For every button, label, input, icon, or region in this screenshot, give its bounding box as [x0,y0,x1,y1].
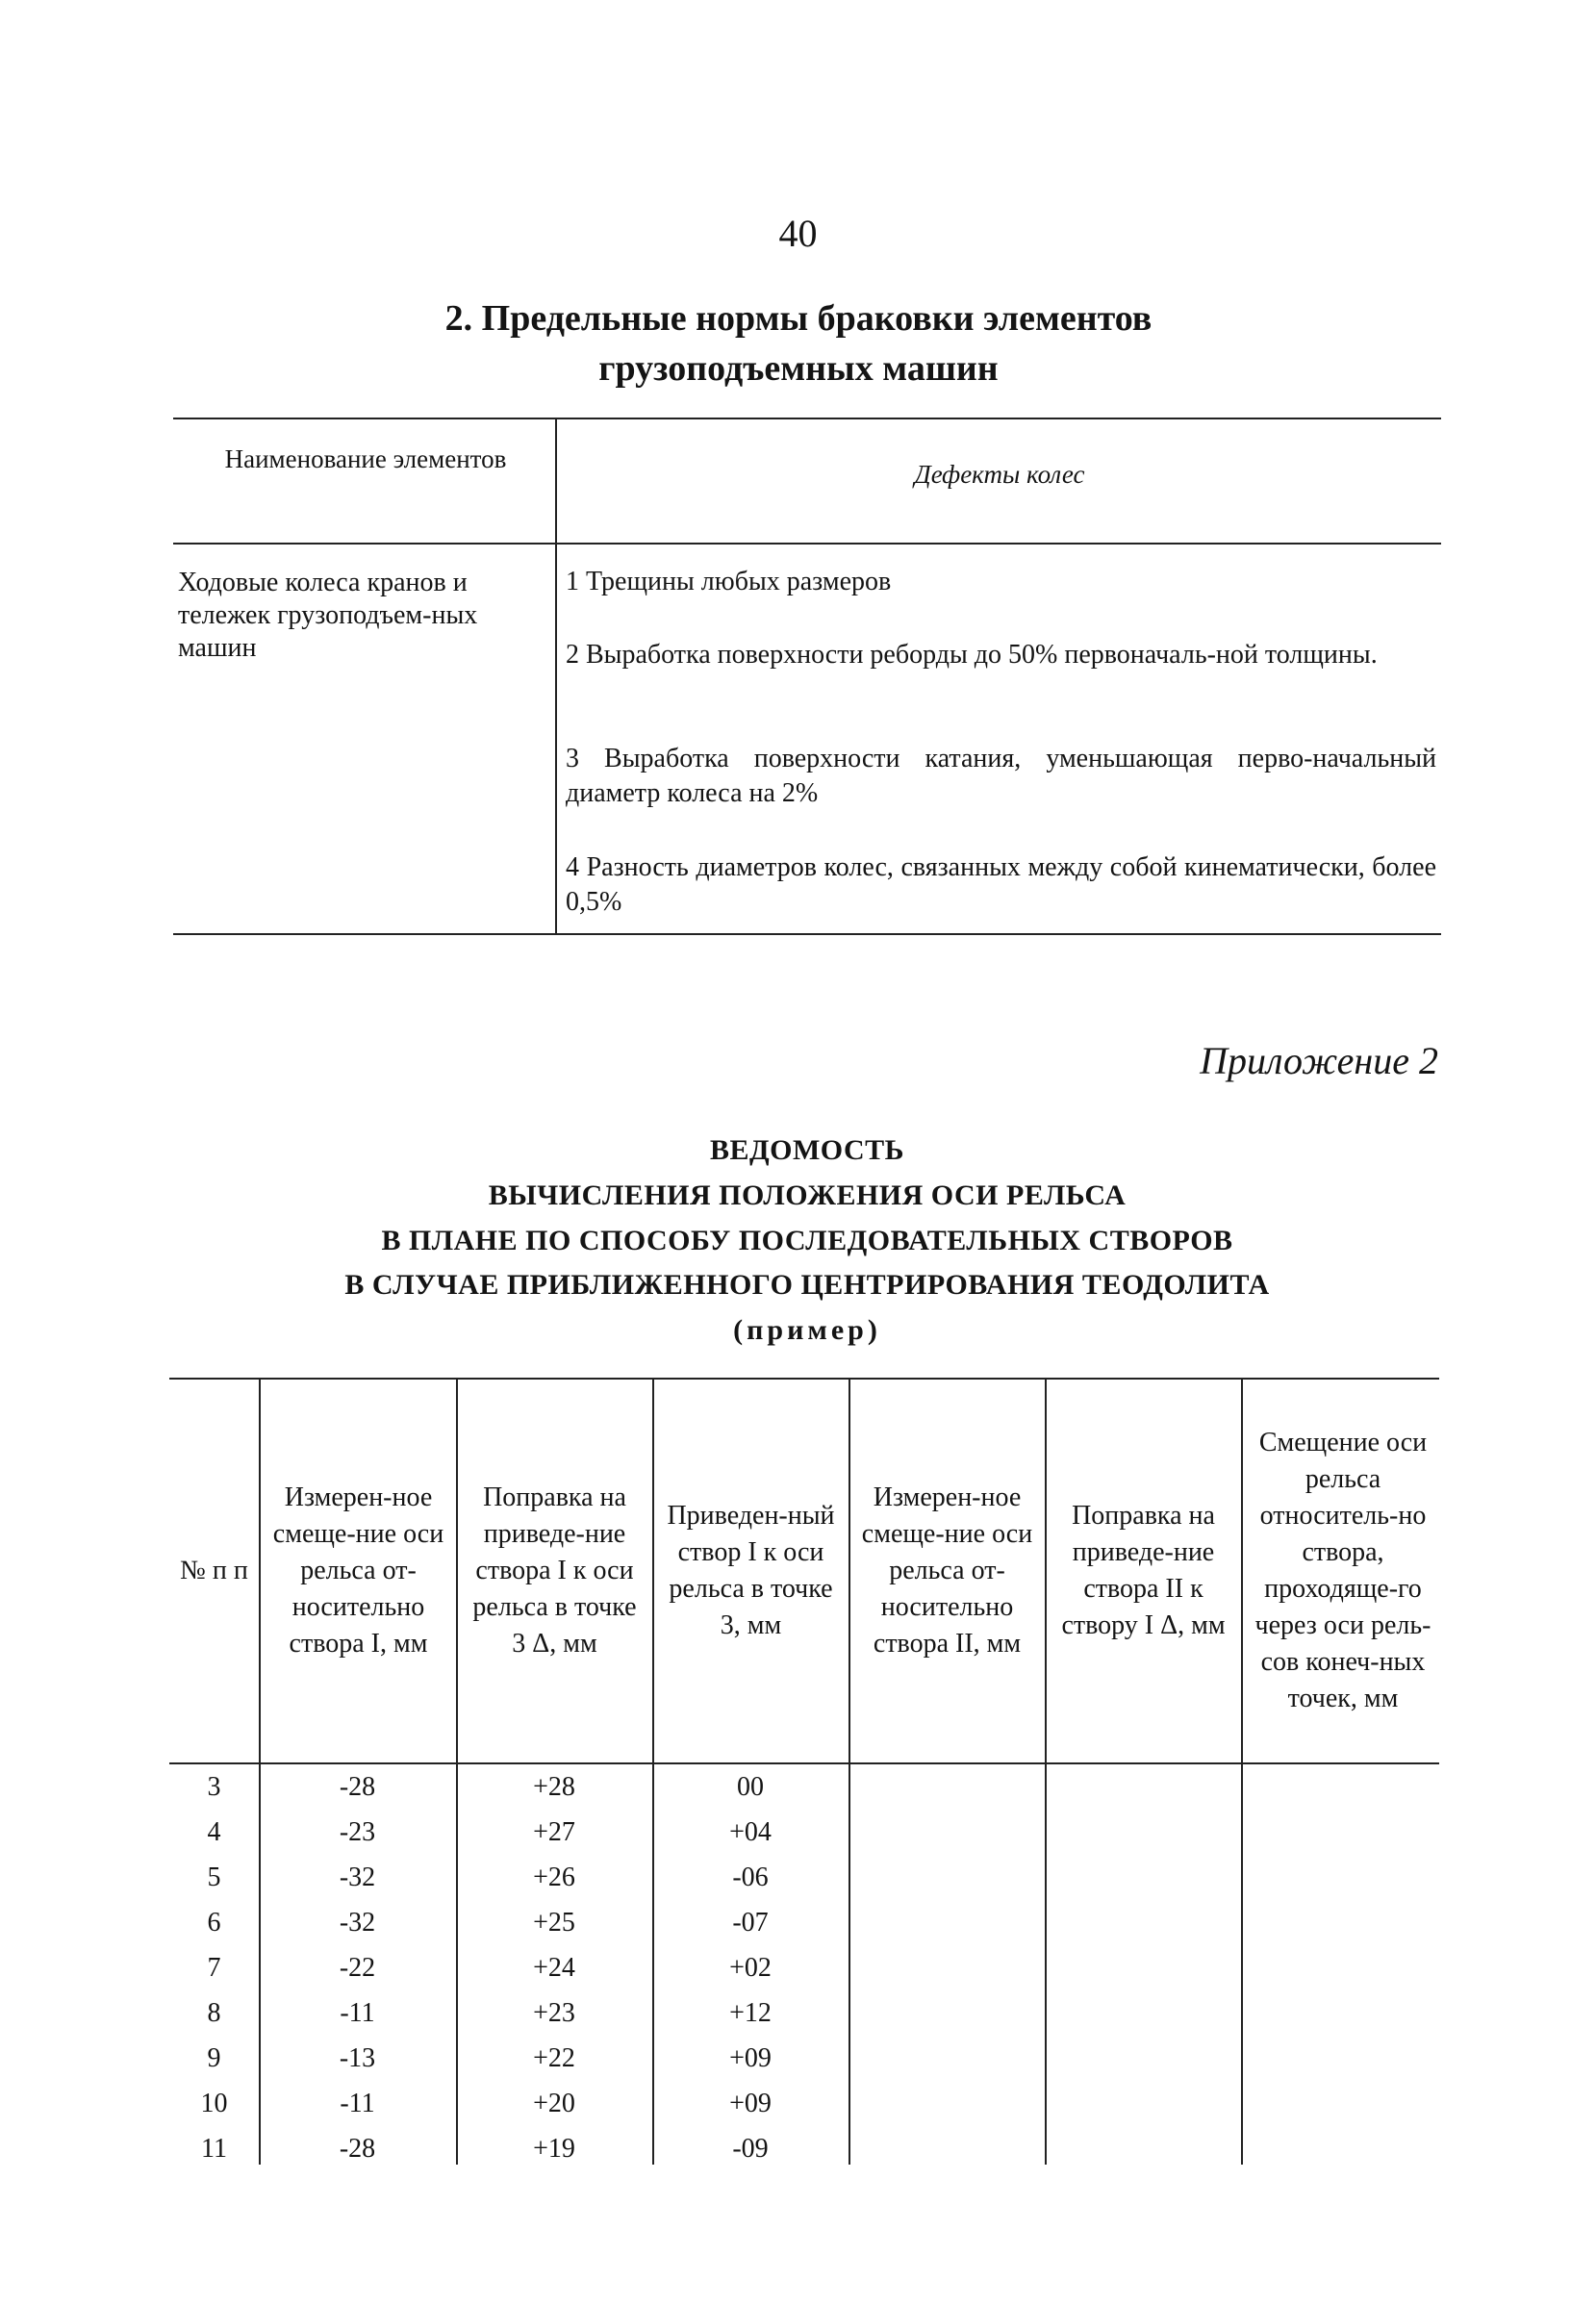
row-number-cell: 9 [207,2043,221,2073]
row-number-cell: 5 [207,1863,221,1892]
row-number-cell: 6 [207,1908,221,1938]
table2-body [169,1764,1439,2171]
table-row [169,2036,1439,2081]
table-row [169,1855,1439,1900]
section-title-line-1: 2. Предельные нормы браковки элементов [444,298,1153,339]
table-row [169,1945,1439,1990]
table1-bottom-rule [173,933,1441,935]
measured-i-cell: -22 [339,1953,376,1983]
table-row [169,2126,1439,2171]
row-number-cell: 10 [200,2089,228,2118]
reduced-i-cell: +09 [729,2089,772,2118]
measured-i-cell: -32 [339,1863,376,1892]
measured-i-cell: -11 [340,1998,375,2028]
measured-i-cell: -13 [339,2043,376,2073]
correction-i-cell: +19 [533,2134,575,2164]
reduced-i-cell: 00 [737,1772,764,1802]
table1-header-defects: Дефекты колес [914,460,1085,489]
page-number: 40 [778,212,818,255]
reduced-i-cell: -06 [732,1863,769,1892]
correction-i-cell: +20 [533,2089,575,2118]
table1-defect-item: 1 Трещины любых размеров [566,567,892,596]
measured-i-cell: -32 [339,1908,376,1938]
correction-i-cell: +27 [533,1817,575,1847]
statement-title-line-1: ВЕДОМОСТЬ [709,1134,905,1166]
table1-defect-item: 3 Выработка поверхности катания, уменьшающая перво-начальный диаметр колеса на 2% [566,744,1436,808]
table-row [169,1990,1439,2036]
row-number-cell: 3 [207,1772,221,1802]
table1-defect-item: 4 Разность диаметров колес, связанных между собой кинематически, более 0,5% [566,852,1436,917]
measured-i-cell: -28 [339,2134,376,2164]
correction-i-cell: +24 [533,1953,575,1983]
table-row [169,1900,1439,1945]
section-title-line-2: грузоподъемных машин [598,348,999,389]
correction-i-cell: +26 [533,1863,575,1892]
table-row [169,2081,1439,2126]
statement-title-line-2: ВЫЧИСЛЕНИЯ ПОЛОЖЕНИЯ ОСИ РЕЛЬСА [488,1179,1127,1211]
statement-title-line-3: В ПЛАНЕ ПО СПОСОБУ ПОСЛЕДОВАТЕЛЬНЫХ СТВОРОВ [381,1225,1233,1256]
table1-top-rule [173,418,1441,419]
table2-header-measured-i: Измерен-ное смеще-ние оси рельса от-носительно створа I, мм [272,1482,444,1659]
reduced-i-cell: -07 [732,1908,769,1938]
table1-header-elements: Наименование элементов [224,444,507,473]
row-number-cell: 4 [207,1817,221,1847]
measured-i-cell: -23 [339,1817,376,1847]
section-title [317,293,1279,393]
correction-i-cell: +28 [533,1772,575,1802]
statement-title-line-4: В СЛУЧАЕ ПРИБЛИЖЕННОГО ЦЕНТРИРОВАНИЯ ТЕОДОЛИТА [344,1269,1270,1301]
correction-i-cell: +23 [533,1998,575,2028]
reduced-i-cell: -09 [732,2134,769,2164]
table2-header-reduced-i: Приведен-ный створ I к оси рельса в точке 3, мм [667,1501,835,1640]
table1-defect-item: 2 Выработка поверхности реборды до 50% первоначаль-ной толщины. [566,640,1378,670]
table-row [169,1764,1439,1810]
example-label: (пример) [733,1314,881,1346]
appendix-label: Приложение 2 [1200,1039,1438,1082]
correction-i-cell: +25 [533,1908,575,1938]
table2-header-offset: Смещение оси рельса относитель-но створа, проходяще-го через оси рель-сов конеч-ных точек, мм [1254,1428,1431,1713]
table1-header-rule [173,543,1441,545]
correction-i-cell: +22 [533,2043,575,2073]
measured-i-cell: -11 [340,2089,375,2118]
reduced-i-cell: +12 [729,1998,772,2028]
reduced-i-cell: +04 [729,1817,772,1847]
table2-header-correction-i: Поправка на приведе-ние створа I к оси рельса в точке 3 Δ, мм [472,1482,637,1659]
row-number-cell: 8 [207,1998,221,2028]
row-number-cell: 11 [201,2134,227,2164]
reduced-i-cell: +09 [729,2043,772,2073]
table-row [169,1810,1439,1855]
table2-header-measured-ii: Измерен-ное смеще-ние оси рельса от-носительно створа II, мм [861,1482,1033,1659]
table2-header-number: № п п [180,1556,248,1585]
reduced-i-cell: +02 [729,1953,772,1983]
table2-header-correction-ii: Поправка на приведе-ние створа II к створу I Δ, мм [1061,1501,1226,1640]
table1-element-cell: Ходовые колеса кранов и тележек грузоподъем-ных машин [178,568,478,663]
row-number-cell: 7 [207,1953,221,1983]
measured-i-cell: -28 [339,1772,376,1802]
table1-column-divider [555,418,557,935]
